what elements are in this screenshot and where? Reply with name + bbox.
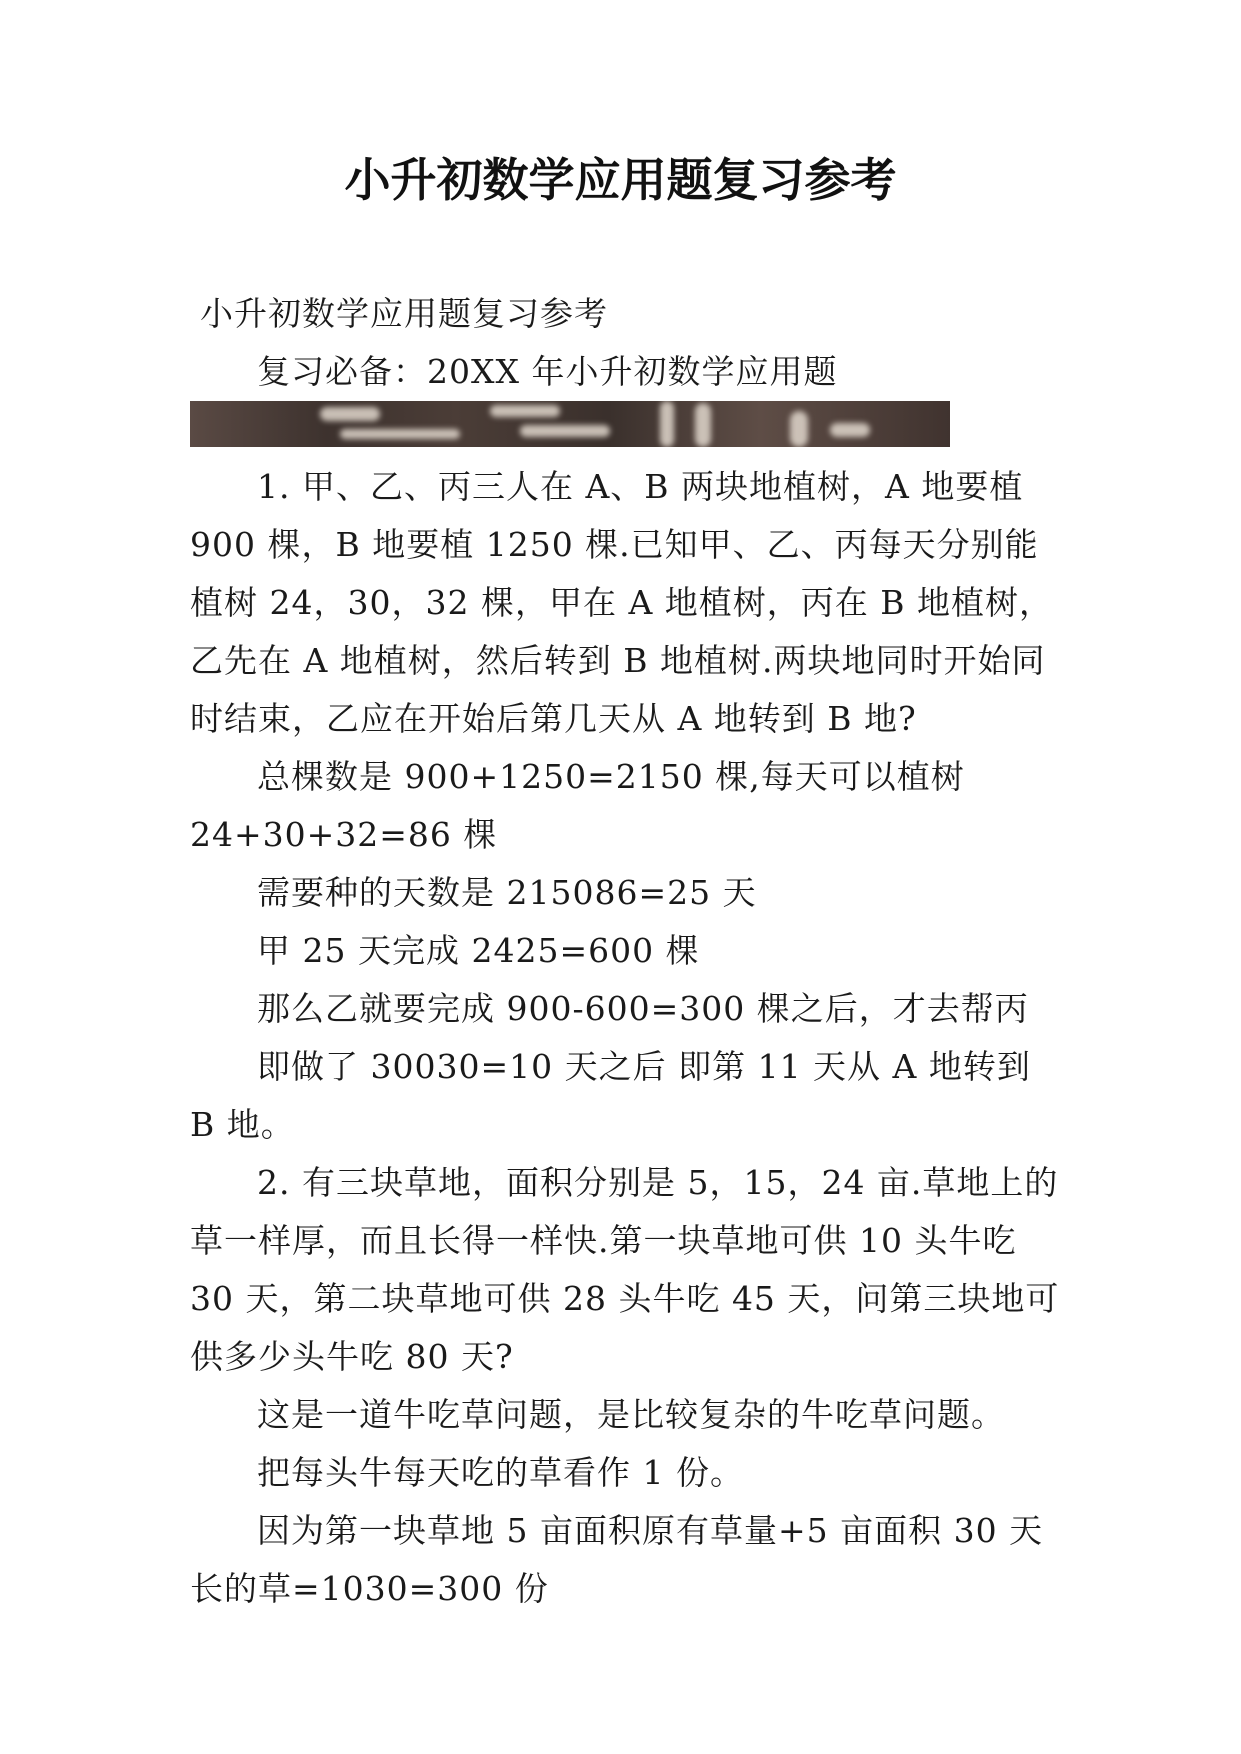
intro-block [190,343,1060,401]
paragraph: 把每头牛每天吃的草看作 1 份。 [257,1453,744,1492]
document-subtitle: 小升初数学应用题复习参考 [200,294,608,333]
paragraph: 即做了 30030=10 天之后 即第 11 天从 A 地转到 B 地。 [190,1047,1031,1144]
document-body [190,458,1060,1618]
paragraph: 因为第一块草地 5 亩面积原有草量+5 亩面积 30 天长的草=1030=300 份 [190,1511,1044,1608]
paragraph: 这是一道牛吃草问题，是比较复杂的牛吃草问题。 [257,1395,1005,1434]
paragraph: 那么乙就要完成 900-600=300 棵之后，才去帮丙 [257,989,1029,1028]
paragraph: 2. 有三块草地，面积分别是 5，15，24 亩.草地上的草一样厚，而且长得一样快.第一块草地可供 10 头牛吃 30 天，第二块草地可供 28 头牛吃 45 天，问第三块地可供多少头牛吃 80 天? [190,1163,1060,1376]
decorative-banner-image [190,401,950,447]
paragraph: 需要种的天数是 215086=25 天 [257,873,757,912]
paragraph: 1. 甲、乙、丙三人在 A、B 两块地植树，A 地要植 900 棵，B 地要植 1250 棵.已知甲、乙、丙每天分别能植树 24，30，32 棵，甲在 A 地植树，丙在 B 地植树，乙先在 A 地植树，然后转到 B 地植树.两块地同时开始同时结束，乙应在开始后第几天从 A 地转到 B 地? [190,467,1053,738]
paragraph: 甲 25 天完成 2425=600 棵 [257,931,700,970]
document-title: 小升初数学应用题复习参考 [344,153,897,207]
intro-paragraph: 复习必备：20XX 年小升初数学应用题 [257,352,838,391]
paragraph: 总棵数是 900+1250=2150 棵,每天可以植树 24+30+32=86 棵 [190,757,965,854]
